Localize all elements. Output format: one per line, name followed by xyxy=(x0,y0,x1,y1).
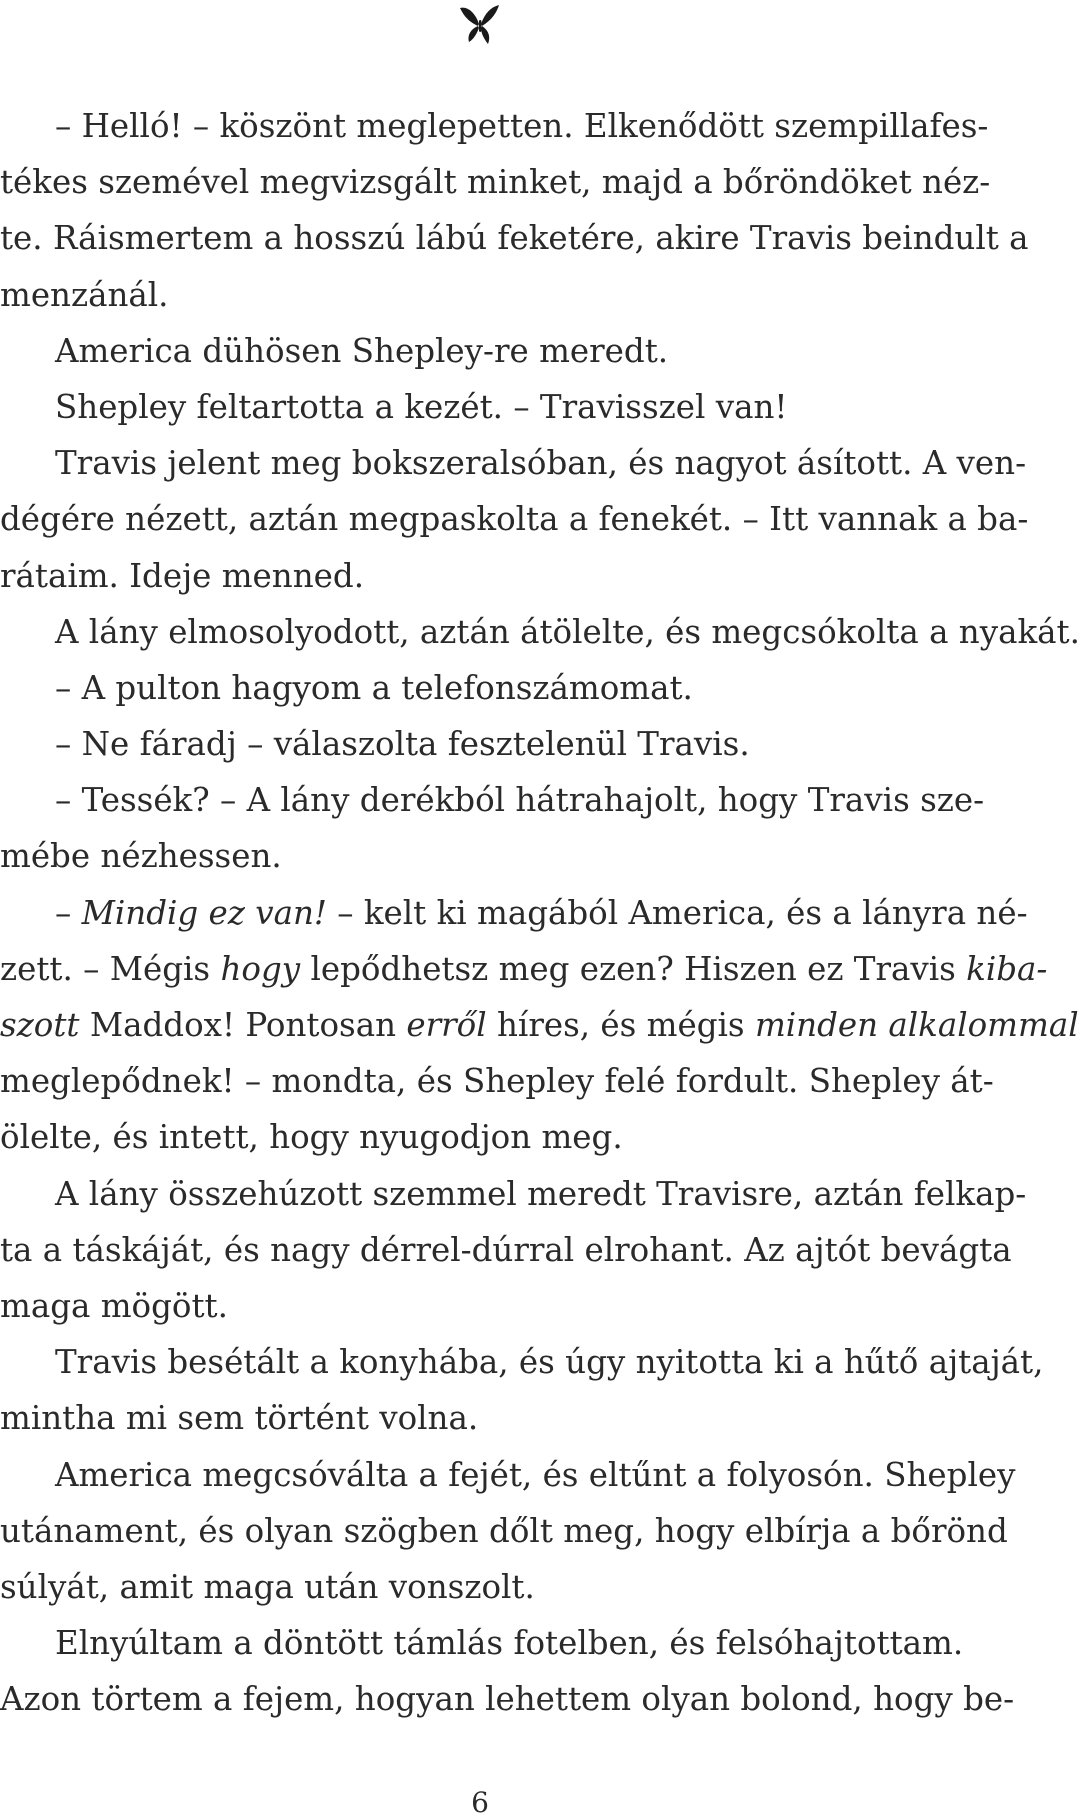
text-line: – Helló! – köszönt meglepetten. Elkenődött szempillafes- xyxy=(55,107,989,145)
text-line: súlyát, amit maga után vonszolt. xyxy=(0,1567,535,1606)
text-line: tékes szemével megvizsgált minket, majd a bőröndöket néz- xyxy=(0,163,991,202)
chapter-ornament xyxy=(0,2,960,48)
page-number: 6 xyxy=(471,1786,489,1819)
text-line: meglepődnek! – mondta, és Shepley felé fordult. Shepley át- xyxy=(0,1062,994,1101)
text-line: zett. – Mégis hogy lepődhetsz meg ezen? Hiszen ez Travis kiba- xyxy=(0,949,1048,988)
text-line: rátaim. Ideje menned. xyxy=(0,556,365,595)
book-text xyxy=(0,98,1080,1727)
text-line: mébe nézhessen. xyxy=(0,837,282,876)
butterfly-icon xyxy=(457,2,503,48)
text-line: – Tessék? – A lány derékból hátrahajolt, hogy Travis sze- xyxy=(55,781,985,820)
text-line: – Ne fáradj – válaszolta fesztelenül Travis. xyxy=(55,725,750,764)
text-line: mintha mi sem történt volna. xyxy=(0,1399,479,1438)
text-line: Elnyúltam a döntött támlás fotelben, és felsóhajtottam. xyxy=(55,1624,964,1663)
text-line: America megcsóválta a fejét, és eltűnt a folyosón. Shepley xyxy=(55,1455,1016,1494)
text-line: szott Maddox! Pontosan erről híres, és mégis minden alkalommal xyxy=(0,1006,1079,1044)
text-line: America dühösen Shepley-re meredt. xyxy=(55,331,669,370)
text-line: Travis jelent meg bokszeralsóban, és nagyot ásított. A ven- xyxy=(55,444,1027,483)
text-line: A lány elmosolyodott, aztán átölelte, és megcsókolta a nyakát. xyxy=(55,612,1080,651)
text-line: te. Ráismertem a hosszú lábú feketére, akire Travis beindult a xyxy=(0,219,1029,258)
text-line: Azon törtem a fejem, hogyan lehettem olyan bolond, hogy be- xyxy=(0,1680,1015,1719)
text-line: – A pulton hagyom a telefonszámomat. xyxy=(55,668,693,707)
text-line: – Mindig ez van! – kelt ki magából America, és a lányra né- xyxy=(55,893,1028,932)
text-line: Shepley feltartotta a kezét. – Travisszel van! xyxy=(55,387,788,426)
text-line: ta a táskáját, és nagy dérrel-dúrral elrohant. Az ajtót bevágta xyxy=(0,1230,1012,1269)
text-line: Travis besétált a konyhába, és úgy nyitotta ki a hűtő ajtaját, xyxy=(55,1343,1044,1382)
text-line: dégére nézett, aztán megpaskolta a fenekét. – Itt vannak a ba- xyxy=(0,500,1029,539)
text-line: maga mögött. xyxy=(0,1286,228,1325)
text-line: utánament, és olyan szögben dőlt meg, hogy elbírja a bőrönd xyxy=(0,1511,1008,1550)
text-line: menzánál. xyxy=(0,275,169,314)
text-line: ölelte, és intett, hogy nyugodjon meg. xyxy=(0,1118,623,1157)
text-line: A lány összehúzott szemmel meredt Travisre, aztán felkap- xyxy=(55,1174,1027,1213)
